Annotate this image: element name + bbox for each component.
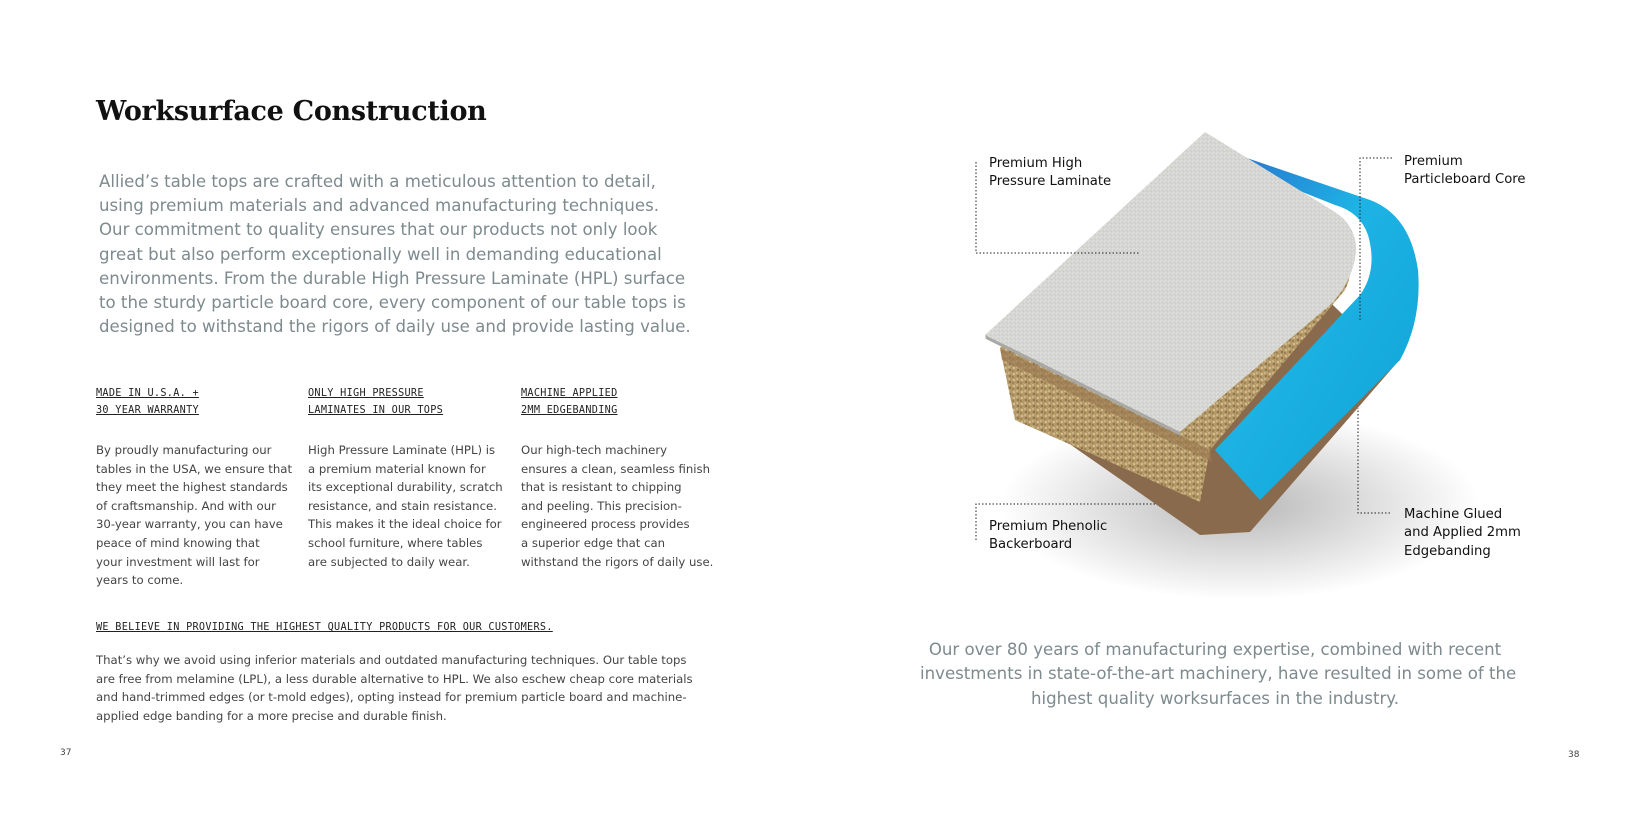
feature-heading-line: LAMINATES IN OUR TOPS bbox=[308, 405, 444, 416]
believe-line: That’s why we avoid using inferior materials and outdated manufacturing techniques. Our table tops bbox=[96, 653, 687, 667]
closing-line: highest quality worksurfaces in the industry. bbox=[1030, 688, 1400, 708]
feature-body-line: By proudly manufacturing our bbox=[96, 443, 272, 457]
intro-line: great but also perform exceptionally well in demanding educational bbox=[99, 244, 662, 264]
feature-body-line: they meet the highest standards bbox=[96, 480, 288, 495]
intro-line: designed to withstand the rigors of daily use and provide lasting value. bbox=[99, 317, 691, 337]
callout-line: Premium Phenolic bbox=[989, 519, 1108, 534]
feature-body-line: its exceptional durability, scratch bbox=[308, 480, 503, 495]
feature-body-line: your investment will last for bbox=[96, 554, 260, 569]
closing-statement bbox=[920, 638, 1517, 711]
callout-laminate bbox=[989, 155, 1111, 192]
feature-body-line: ensures a clean, seamless finish bbox=[521, 461, 711, 476]
feature-heading-line: MADE IN U.S.A. + bbox=[96, 388, 199, 399]
feature-body-line: are subjected to daily wear. bbox=[308, 554, 470, 569]
intro-line: using premium materials and advanced manufacturing techniques. bbox=[99, 196, 659, 216]
feature-body bbox=[96, 441, 301, 590]
feature-body-line: a premium material known for bbox=[308, 461, 486, 476]
feature-body-line: that is resistant to chipping bbox=[521, 480, 682, 495]
callout-line: Edgebanding bbox=[1404, 543, 1491, 559]
feature-body-line: engineered process provides bbox=[521, 517, 690, 532]
callout-line: Pressure Laminate bbox=[989, 174, 1112, 190]
feature-heading-line: 2MM EDGEBANDING bbox=[521, 405, 618, 416]
feature-body-line: resistance, and stain resistance. bbox=[308, 498, 497, 513]
feature-body-line: of craftsmanship. And with our bbox=[96, 498, 276, 513]
page-title: Worksurface Construction bbox=[96, 96, 487, 127]
intro-line: to the sturdy particle board core, every component of our table tops is bbox=[99, 293, 686, 313]
feature-body-line: peace of mind knowing that bbox=[96, 535, 260, 550]
feature-heading-line: MACHINE APPLIED bbox=[521, 388, 618, 399]
callout-line: Premium High bbox=[989, 156, 1083, 171]
believe-line: applied edge banding for a more precise and durable finish. bbox=[96, 709, 447, 724]
intro-line: Our commitment to quality ensures that our products not only look bbox=[99, 220, 658, 240]
feature-body-line: a superior edge that can bbox=[521, 535, 666, 550]
feature-body-line: This makes it the ideal choice for bbox=[308, 517, 502, 532]
callout-line: Backerboard bbox=[989, 537, 1073, 553]
feature-column-hpl bbox=[308, 385, 513, 571]
feature-heading-line: 30 YEAR WARRANTY bbox=[96, 405, 199, 416]
page-number-right: 38 bbox=[1568, 750, 1580, 760]
callout-line: Premium bbox=[1404, 154, 1463, 169]
callout-line: Particleboard Core bbox=[1404, 172, 1526, 188]
callout-core bbox=[1404, 153, 1526, 190]
feature-heading bbox=[96, 385, 301, 419]
callout-backerboard bbox=[989, 518, 1107, 555]
callout-edgebanding bbox=[1404, 506, 1521, 561]
feature-body-line: Our high-tech machinery bbox=[521, 443, 668, 457]
believe-line: are free from melamine (LPL), a less durable alternative to HPL. We also eschew cheap core materials bbox=[96, 671, 693, 686]
feature-body-line: school furniture, where tables bbox=[308, 535, 483, 550]
feature-body-line: years to come. bbox=[96, 573, 184, 588]
feature-body bbox=[308, 441, 513, 571]
feature-body-line: tables in the USA, we ensure that bbox=[96, 461, 293, 476]
feature-heading bbox=[308, 385, 513, 419]
callout-line: and Applied 2mm bbox=[1404, 525, 1521, 541]
feature-column-warranty bbox=[96, 385, 301, 590]
feature-column-edgebanding bbox=[521, 385, 726, 571]
feature-body-line: High Pressure Laminate (HPL) is bbox=[308, 443, 496, 457]
feature-heading-line: ONLY HIGH PRESSURE bbox=[308, 388, 424, 399]
intro-line: Allied’s table tops are crafted with a meticulous attention to detail, bbox=[99, 172, 656, 191]
feature-body-line: and peeling. This precision- bbox=[521, 498, 682, 513]
feature-heading bbox=[521, 385, 726, 419]
feature-body-line: withstand the rigors of daily use. bbox=[521, 554, 714, 569]
feature-body bbox=[521, 441, 726, 571]
callout-line: Machine Glued bbox=[1404, 507, 1503, 522]
page-number-left: 37 bbox=[60, 748, 72, 758]
intro-paragraph bbox=[99, 170, 689, 339]
believe-heading: WE BELIEVE IN PROVIDING THE HIGHEST QUALITY PRODUCTS FOR OUR CUSTOMERS. bbox=[96, 622, 553, 633]
closing-line: investments in state-of-the-art machinery, have resulted in some of the bbox=[920, 664, 1517, 684]
believe-line: and hand-trimmed edges (or t-mold edges), opting instead for premium particle board and machine- bbox=[96, 690, 687, 705]
closing-line: Our over 80 years of manufacturing expertise, combined with recent bbox=[928, 640, 1502, 659]
intro-line: environments. From the durable High Pressure Laminate (HPL) surface bbox=[99, 268, 686, 288]
feature-body-line: 30-year warranty, you can have bbox=[96, 517, 283, 532]
believe-paragraph bbox=[96, 651, 693, 726]
